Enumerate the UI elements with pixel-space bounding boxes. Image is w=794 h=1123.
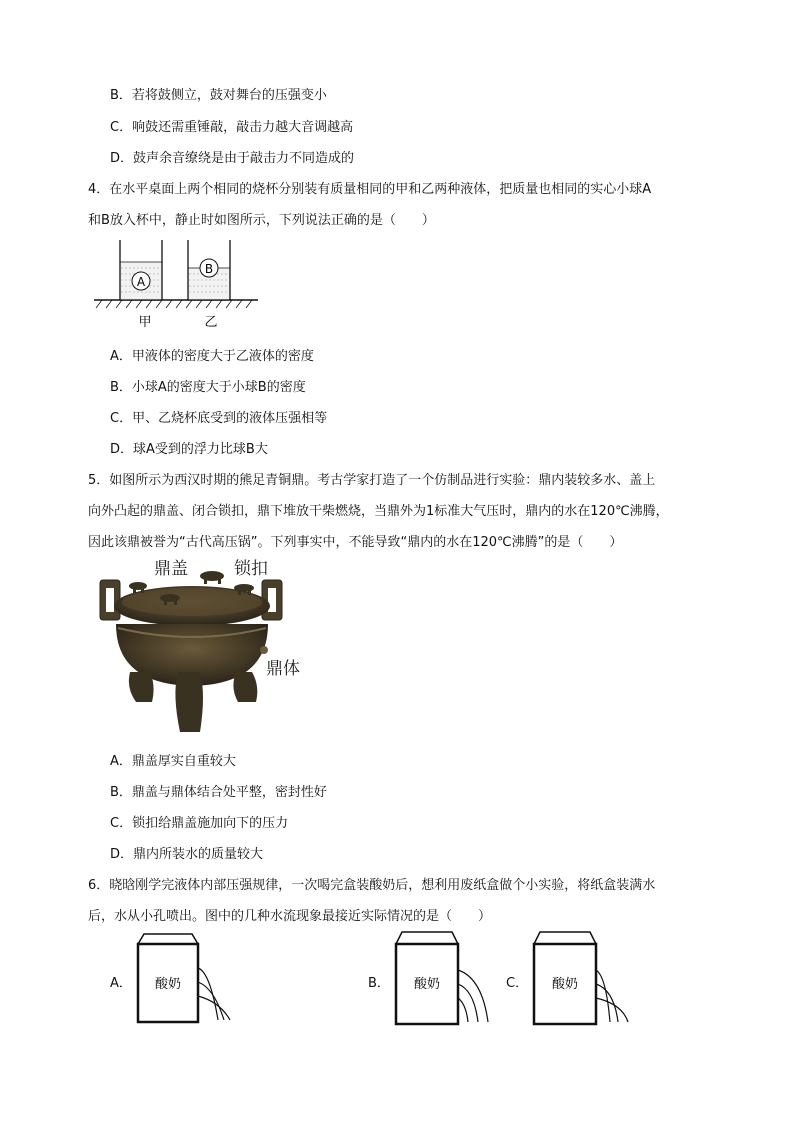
q4-option-c: C．甲、乙烧杯底受到的液体压强相等 [110,411,328,426]
q6-stem-line1: 6．晓晗刚学完液体内部压强规律，一次喝完盒装酸奶后，想利用废纸盒做个小实验，将纸盒装满水 [88,878,656,893]
bronze-ding-figure [96,554,316,736]
q3-option-c: C．响鼓还需重锤敲，敲击力越大音调越高 [110,120,354,135]
q3-option-b: B．若将鼓侧立，鼓对舞台的压强变小 [110,88,327,103]
q5-option-a: A．鼎盖厚实自重较大 [110,754,236,769]
carton-b-label: 酸奶 [413,977,441,992]
q6-choice-c-letter: C． [506,976,529,991]
water-jets-a [198,968,230,1020]
label-lid: 鼎盖 [154,559,188,579]
q6-carton-a [134,932,238,1026]
label-lock: 锁扣 [234,559,268,579]
q5-option-c: C．锁扣给鼎盖施加向下的压力 [110,816,289,831]
ball-a-label: A [136,275,146,289]
beaker-right-label: 乙 [204,315,218,330]
bear-feet [129,672,257,732]
carton-c-label: 酸奶 [551,977,579,992]
q4-option-d: D．球A受到的浮力比球B大 [110,442,268,457]
carton-a-label: 酸奶 [154,977,182,992]
q5-option-b: B．鼎盖与鼎体结合处平整，密封性好 [110,785,327,800]
q6-stem-line2: 后，水从小孔喷出。图中的几种水流现象最接近实际情况的是（ ） [88,909,492,924]
q6-choice-a-letter: A． [110,976,132,991]
beaker-left-label: 甲 [138,315,152,330]
q5-stem-line3: 因此该鼎被誉为“古代高压锅”。下列事实中，不能导致“鼎内的水在120℃沸腾”的是（ ） [88,535,623,550]
q6-choice-b-letter: B． [368,976,390,991]
q4-option-a: A．甲液体的密度大于乙液体的密度 [110,349,314,364]
ball-b-label: B [204,262,214,276]
water-jets-c [596,970,628,1022]
q4-stem-line2: 和B放入杯中，静止时如图所示，下列说法正确的是（ ） [88,213,435,228]
q4-option-b: B．小球A的密度大于小球B的密度 [110,380,306,395]
water-jets-b [458,970,488,1022]
q5-stem-line1: 5．如图所示为西汉时期的熊足青铜鼎。考古学家打造了一个仿制品进行实验：鼎内装较多水、盖上 [88,473,656,488]
table-hatching [96,300,252,308]
q4-stem-line1: 4．在水平桌面上两个相同的烧杯分别装有质量相同的甲和乙两种液体，把质量也相同的实心小球A [88,182,652,197]
q4-beaker-figure [92,236,262,332]
q5-stem-line2: 向外凸起的鼎盖、闭合锁扣，鼎下堆放干柴燃烧，当鼎外为1标准大气压时，鼎内的水在120℃沸腾， [88,504,669,519]
label-body: 鼎体 [266,659,300,679]
q5-option-d: D．鼎内所装水的质量较大 [110,847,264,862]
q3-option-d: D．鼓声余音缭绕是由于敲击力不同造成的 [110,151,355,166]
beaker-left [120,240,162,300]
q6-carton-c [530,930,634,1026]
beaker-right [188,240,230,300]
q6-carton-b [392,930,496,1026]
